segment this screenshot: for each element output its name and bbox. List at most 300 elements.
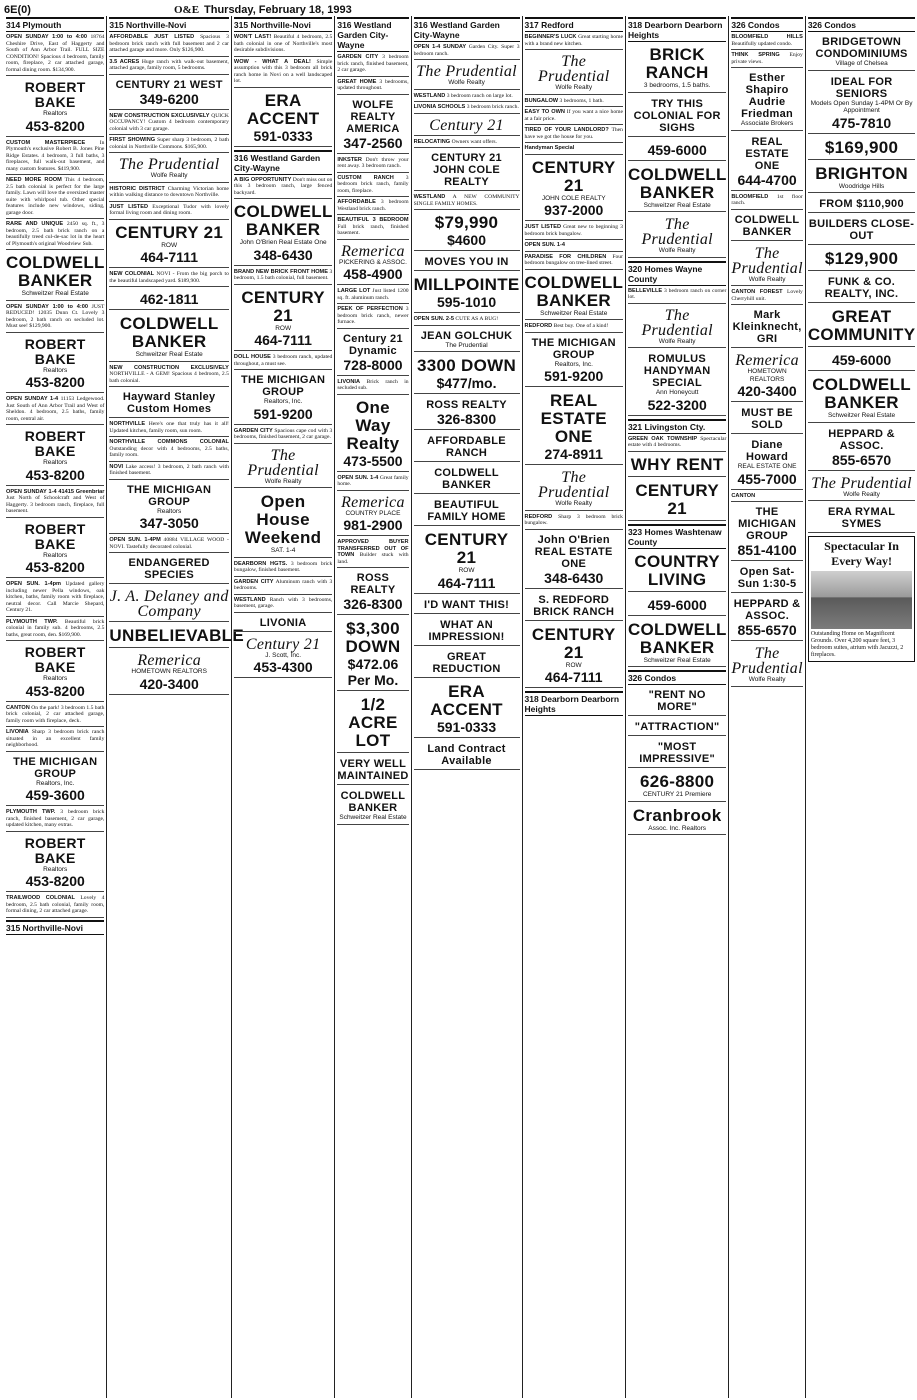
ad-body: Beautiful 4 bedroom, 2.5 bath colonial in one of Northville's most desirable subdivisions. [233,34,333,53]
ad-headline: 3.5 ACRES [109,58,140,65]
broker-subtitle: Wolfe Realty [448,79,485,86]
broker-block [731,134,802,191]
ad-body: Four bedroom bungalow on tree-lined street. [524,253,623,266]
classified-ad [525,127,623,143]
broker-block [628,96,726,137]
publication-name: O&E [174,4,200,16]
broker-logo: The Prudential [641,306,713,339]
classified-ad [628,288,726,304]
broker-logo: Hayward Stanley Custom Homes [122,391,216,415]
classified-ad [234,597,332,613]
ad-body: Charming Victorian home within walking distance to downtown Northville. [109,185,229,198]
broker-block [808,374,916,423]
broker-subtitle: Realtors [43,366,68,374]
classified-ad [525,98,623,108]
classified-ad [109,537,229,553]
ad-headline: PLYMOUTH TWP. [6,618,58,625]
broker-logo: The Prudential [811,474,912,492]
broker-phone: 462-1811 [139,291,199,307]
broker-block [731,351,802,402]
classified-column-c8 [729,16,805,1398]
broker-phone: 347-3050 [139,515,199,531]
broker-subtitle: Associate Brokers [740,120,794,127]
broker-block [414,649,520,678]
broker-block [234,615,332,632]
classified-column-c1 [4,16,107,1398]
ad-headline: Handyman Special [524,145,575,151]
ad-body: 1st floor ranch. [731,193,803,206]
ad-headline: DEARBORN HGTS. [233,560,288,567]
classified-ad [525,224,623,240]
broker-logo: THE MICHIGAN GROUP [738,506,797,542]
broker-logo: THE MICHIGAN GROUP [127,483,212,508]
broker-logo: The Prudential [731,244,803,277]
ad-body: 11153 Ledgewood. Just South of Ann Arbor Trail and West of Sheldon. 4 bedroom, 2.5 baths, family room, central air. [6,396,105,422]
broker-subtitle: ROW [275,324,292,332]
ad-body: On the park! 3 bedroom 1.5 bath brick colonial, 2 car attached garage, family room with fireplace, deck. [6,704,105,724]
ad-headline: LARGE LOT [337,288,371,294]
ad-headline: WON'T LAST! [233,34,272,40]
broker-subtitle: Realtors [43,110,68,117]
classified-ad [337,288,408,304]
classified-ad [109,365,229,388]
ad-headline: OPEN SUN. 1-4 [524,242,565,248]
broker-logo: CENTURY 21 [115,222,224,242]
section-heading: 318 Dearborn Dearborn Heights [525,691,623,716]
broker-phone: 459-6000 [647,141,707,158]
broker-logo: WHAT AN IMPRESSION! [428,618,505,643]
broker-block [6,643,104,702]
broker-block [731,644,802,687]
broker-subtitle: Ann Honeycutt [655,389,699,396]
broker-subtitle: ROW [161,241,178,249]
ad-body: 3 bedroom brick ranch, finished basement, 2 car garage. [337,54,409,73]
broker-block [808,137,916,160]
broker-block [525,390,623,465]
ad-body: A NEW COMMUNITY SINGLE FAMILY HOMES. [413,194,520,207]
broker-subtitle: Assoc. Inc. Realtors [648,824,707,832]
broker-phone: 591-0333 [436,718,497,735]
broker-subtitle: Wolfe Realty [150,172,188,179]
ad-body: Spectacular estate with 4 bedrooms. [627,435,727,448]
broker-logo: 1/2 ACRE LOT [348,695,398,750]
broker-subtitle: Realtors [43,865,68,873]
section-heading: 321 Livingston Cty. [628,419,726,434]
ad-headline: LIVONIA SCHOOLS [413,104,466,110]
broker-subtitle: Village of Chelsea [835,60,888,67]
ad-body: Best buy. One of a kind! [553,323,609,329]
ad-headline: BEAUTIFUL 3 BEDROOM [337,217,409,223]
ad-headline: REDFORD [524,323,553,329]
classified-ad [337,199,408,215]
ad-body: Great new to beginning 3 bedroom brick bungalow. [524,224,623,237]
broker-logo: CENTURY 21 WEST [115,78,223,91]
broker-logo: CENTURY 21 JOHN COLE REALTY [431,152,502,188]
broker-phone: 348-6430 [544,569,604,586]
broker-logo: Century 21 [429,116,504,134]
classified-ad [731,194,802,210]
broker-logo: $79,990 [434,213,499,232]
classified-ad [414,139,520,149]
section-heading: 326 Condos [731,17,802,32]
broker-logo: GREAT COMMUNITY [807,307,916,344]
classified-ad [234,428,332,444]
broker-block [808,34,916,71]
broker-block [109,289,229,310]
ad-body: Lake access! 3 bedroom, 2 bath ranch with finished basement. [109,463,229,476]
broker-phone: 453-8200 [25,117,85,134]
ad-body: Full brick ranch, finished basement. [337,223,409,236]
broker-block [525,52,623,95]
ad-headline: JUST LISTED [109,203,148,210]
broker-logo: ROBERT BAKE [24,335,86,367]
spectacular-ad [808,536,916,662]
broker-block [628,739,726,768]
broker-logo: REAL ESTATE ONE [745,135,789,172]
broker-logo: Cranbrook [632,805,722,825]
classified-ad [6,489,104,518]
broker-block [808,163,916,194]
broker-logo: Esther Shapiro Audrie Friedman [741,72,794,120]
broker-logo: FUNK & CO. REALTY, INC. [824,276,899,300]
broker-phone: 458-4900 [343,266,403,282]
ad-body: If you want a nice home at a fair price. [524,109,623,122]
classified-ad [337,175,408,198]
broker-block [109,155,229,183]
ad-headline: NEW CONSTRUCTION EXCLUSIVELY [109,364,229,371]
ad-headline: CUSTOM MASTERPIECE [6,139,86,146]
ad-body: Aluminum ranch with 3 bedrooms. [233,578,333,591]
broker-block [731,564,802,593]
classified-ad [234,354,332,370]
classified-ad [731,289,802,305]
ad-headline: GARDEN CITY [233,578,274,585]
broker-block [808,74,916,134]
ad-body: NOVI - From the big porch to the beautiful landscaped yard. $189,900. [109,271,229,284]
ad-body: JUST REDUCED! 12035 Dunn Ct. Lovely 3 bedroom, 2 bath ranch on secluded lot. Must see! $129,900. [6,303,105,329]
broker-subtitle: Wolfe Realty [264,477,302,485]
broker-block [628,771,726,802]
ad-headline: WESTLAND [233,596,266,603]
broker-block [414,116,520,136]
ad-body: Huge ranch with walk-out basement, attached garage, family room, 5 bedrooms. [109,58,229,71]
ad-headline: A BIG OPPORTUNITY [233,176,292,183]
broker-logo: ENDANGERED SPECIES [128,557,210,581]
broker-block [414,529,520,594]
broker-logo: BEAUTIFUL FAMILY HOME [427,499,506,523]
broker-block [628,595,726,616]
broker-phone: 981-2900 [343,517,403,533]
broker-logo: HEPPARD & ASSOC. [828,427,895,452]
broker-logo: WHY RENT [630,454,724,474]
classified-ad [337,217,408,240]
classified-ad [414,44,520,60]
classified-ad [525,254,623,270]
broker-block [628,164,726,213]
classified-ad [525,145,623,155]
ad-body: Lovely 4 bedroom, 2.5 bath colonial, family room, formal dining, 2 car attached garage. [6,895,105,914]
broker-logo: GREAT REDUCTION [432,650,501,675]
broker-logo: ROSS REALTY [350,572,396,596]
broker-logo: ROMULUS HANDYMAN SPECIAL [643,353,711,389]
ad-headline: BUNGALOW [524,97,559,104]
ad-body: NORTHVILLE - A GEM! Spacious 4 bedroom, 2.5 bath colonial. [109,371,229,384]
ad-body: Great starting home with a brand new kitchen. [524,34,623,47]
broker-phone: 459-3600 [25,787,85,803]
broker-subtitle: Schweitzer Real Estate [540,309,608,317]
broker-block [109,482,229,535]
broker-subtitle: SAT. 1-4 [270,547,296,554]
broker-logo: MUST BE SOLD [741,407,793,431]
broker-logo: COLDWELL BANKER [524,272,624,310]
classified-column-c4 [335,16,411,1398]
broker-subtitle: CENTURY 21 Premiere [642,791,712,798]
ad-body: Just listed 1200 sq. ft. aluminum ranch. [337,288,409,301]
page-number: 6E(0) [4,4,31,16]
broker-phone: 591-0333 [253,127,313,144]
classified-ad [6,221,104,250]
broker-block [234,90,332,147]
ad-headline: EASY TO OWN [524,109,565,115]
classified-column-c9 [806,16,917,1398]
broker-phone: 453-8200 [25,873,85,889]
ad-body: Garden City. Super 3 bedroom ranch. [413,44,520,57]
broker-phone: 464-7111 [254,332,312,348]
broker-block [731,212,802,241]
ad-body: 3 bedroom brick ranch, family room, fireplace. [337,174,409,194]
broker-block [337,242,408,286]
classified-ad [109,186,229,202]
ad-headline: PEEK OF PERFECTION [337,306,403,312]
broker-block [808,350,916,371]
broker-block [337,493,408,537]
ad-headline: OPEN SUN. 1-4 [337,474,379,481]
broker-block [731,70,802,131]
classified-ad [6,705,104,728]
broker-logo: J. A. Delaney and Company [109,588,229,620]
broker-logo: CENTURY 21 [635,480,719,518]
broker-block [808,306,916,347]
classified-ad [234,34,332,57]
broker-phone: 591-9200 [544,368,604,384]
broker-block [414,617,520,646]
broker-logo: UNBELIEVABLE [109,626,244,645]
broker-logo: 626-8800 [640,772,715,791]
ad-headline: CANTON [731,492,756,499]
section-heading: 314 Plymouth [6,17,104,32]
section-heading: 316 Westland Garden City-Wayne [414,17,520,42]
ad-headline: CANTON [6,704,30,711]
classified-ad [414,93,520,103]
classified-ad [731,34,802,50]
broker-logo: TRY THIS COLONIAL FOR SIGHS [633,97,721,134]
ad-body: Simple assumption with this 3 bedroom all brick ranch home in Novi on a well landscaped lot. [233,58,333,84]
broker-logo: I'D WANT THIS! [424,598,510,611]
section-heading: 318 Dearborn Dearborn Heights [628,17,726,42]
ad-body: This 4 bedroom, 2.5 bath colonial is perfect for the large family. Lawn will love the oversized master suite with whirlpool tub. Other special features include new windows, siding, garage door. [6,177,105,216]
broker-logo: $169,900 [824,137,899,157]
broker-logo: ROBERT BAKE [24,428,86,459]
broker-subtitle: Realtors [157,507,182,515]
broker-phone: 644-4700 [737,171,797,188]
broker-phone: 326-8300 [436,411,497,427]
classified-ad [525,109,623,125]
broker-phone: 420-3400 [737,383,797,399]
ad-headline: NEED MORE ROOM [6,177,62,183]
broker-logo: Remerica [341,242,405,260]
broker-block [109,77,229,110]
section-heading: 326 Condos [628,670,726,685]
broker-block [414,397,520,430]
ad-headline: WESTLAND [413,92,446,99]
broker-block [808,274,916,303]
classified-ad [6,396,104,425]
ad-body: Don't throw your rent away. 3 bedroom ranch. [337,156,409,169]
broker-block [109,587,229,622]
broker-block [414,433,520,462]
issue-date: Thursday, February 18, 1993 [204,4,352,16]
broker-subtitle: ROW [458,567,475,574]
broker-logo: JEAN GOLCHUK [420,329,513,342]
classified-ad [6,140,104,176]
ad-body: Sharp 3 bedroom brick bungalow. [524,513,623,526]
broker-block [731,437,802,490]
spectacular-title: Spectacular In Every Way! [824,539,899,568]
broker-block [414,212,520,251]
classified-columns [4,16,916,1398]
broker-logo: THE MICHIGAN GROUP [531,336,616,361]
classified-ad [234,579,332,595]
classified-ad [6,809,104,832]
ad-headline: OPEN SUNDAY 1-4 41415 Greenbriar [6,488,105,495]
broker-logo: The Prudential [538,53,610,85]
broker-phone: $4600 [447,232,487,248]
broker-block [6,252,104,301]
broker-block [414,465,520,494]
broker-logo: "RENT NO MORE" [648,689,706,713]
broker-logo: COLDWELL BANKER [812,375,911,412]
broker-logo: BRIGHTON [815,163,908,183]
classified-ad [6,729,104,752]
broker-logo: CENTURY 21 [531,624,616,662]
broker-block [731,307,802,348]
section-heading: 317 Redford [525,17,623,32]
broker-logo: WOLFE REALTY AMERICA [346,98,400,135]
broker-phone: 595-1010 [436,294,497,310]
section-heading: 320 Homes Wayne County [628,261,726,286]
page-masthead [4,4,880,16]
broker-logo: $3,300 DOWN [345,619,401,656]
broker-block [234,446,332,489]
broker-phone: 453-8200 [25,682,85,699]
broker-logo: ROBERT BAKE [24,79,86,110]
ad-body: Great family home. [337,474,409,487]
broker-block [808,248,916,271]
broker-phone: 455-7000 [737,470,797,487]
broker-block [628,687,726,716]
classified-ad [6,619,104,642]
ad-body: In Plymouth's exclusive Robert B. Jones Pine Ridge Estates. 4 bedroom, 3 full baths, 3 fireplaces, full walk-out basement, and many custom features. $419,900. [6,139,105,172]
broker-logo: "MOST IMPRESSIVE" [639,741,716,765]
broker-phone: 591-9200 [253,405,313,422]
section-heading: 315 Northville-Novi [234,17,332,32]
classified-ad [731,493,802,503]
ad-headline: FIRST SHOWING [109,137,156,143]
broker-phone: $477/mo. [436,375,497,391]
ad-body: Spacious cape cod with 3 bedrooms, finished basement, 2 car garage. [233,427,333,440]
ad-body: 2450 sq. ft., 3 bedroom, 2.5 bath brick ranch on a beautifully treed cul-de-sac lot in the heart of Plymouth's original Woodview Sub. [6,221,105,247]
broker-subtitle: Wolfe Realty [748,676,786,683]
broker-logo: REAL ESTATE ONE [540,391,607,446]
broker-logo: LIVONIA [259,616,307,629]
broker-logo: ROBERT BAKE [24,834,86,866]
broker-logo: John O'Brien REAL ESTATE ONE [534,533,613,570]
broker-logo: CENTURY 21 [241,287,325,325]
ad-headline: GARDEN CITY [337,54,379,60]
broker-block [628,44,726,93]
broker-block [414,274,520,313]
ad-body: Just North of Schoolcraft and West of Haggerty. 3 bedroom ranch, fireplace, full basement. [6,495,105,514]
broker-block [337,694,408,753]
broker-block [628,306,726,349]
ad-headline: NOVI [109,463,124,470]
broker-block [808,504,916,533]
classified-ad [337,157,408,173]
broker-logo: ERA ACCENT [430,681,503,719]
broker-logo: VERY WELL MAINTAINED [337,758,409,782]
broker-block [337,97,408,154]
ad-headline: NEW CONSTRUCTION EXCLUSIVELY [109,112,210,119]
ad-body: Beautiful brick colonial in family sub. 4 bedrooms, 2.5 baths, great room, den. $169,900. [6,618,105,638]
broker-subtitle: Wolfe Realty [658,247,696,254]
ad-headline: OPEN SUN. 1-4pm [6,581,61,587]
broker-phone: 855-6570 [831,451,892,468]
ad-body: 3 bedroom ranch on large lot. [446,92,513,99]
broker-block [6,754,104,807]
broker-subtitle: Schweitzer Real Estate [643,656,711,664]
broker-logo: Open Sat-Sun 1:30-5 [737,566,797,590]
ad-headline: APPROVED BUYER TRANSFERRED OUT OF TOWN [337,539,409,558]
broker-block [525,272,623,321]
classified-ad [109,34,229,57]
ad-body: Beautifully updated condo. [731,40,793,47]
broker-block [628,480,726,521]
section-heading: 326 Condos [808,17,916,32]
broker-block [109,222,229,269]
ad-body: QUICK OCCUPANCY! Custom 4 bedroom contemporary colonial with 3 car garage. [109,112,229,132]
ad-headline: TRAILWOOD COLONIAL [6,895,75,901]
ad-body: Exceptional Tudor with lovely formal living room and dining room. [109,203,229,216]
ad-headline: BLOOMFIELD HILLS [731,34,803,40]
ad-body: Sharp 3 bedroom brick ranch situated in an excellent family neighborhood. [6,729,105,748]
ad-headline: OPEN SUNDAY 1-4 [6,396,59,402]
classified-ad [109,113,229,136]
ad-headline: TIRED OF YOUR LANDLORD? [524,127,609,133]
broker-logo: THE MICHIGAN GROUP [241,374,326,398]
broker-logo: BUILDERS CLOSE-OUT [808,218,915,242]
ad-body: 40884 VILLAGE WOOD - NOVI. Tastefully decorated colonial. [109,537,229,550]
classified-column-c2 [107,16,244,1398]
ad-headline: THINK SPRING [731,52,780,58]
broker-block [628,140,726,161]
broker-block [414,328,520,353]
broker-subtitle: REAL ESTATE ONE [737,463,797,470]
ad-body: Builder stuck with land. [337,552,409,565]
broker-phone: 349-6200 [139,90,199,107]
ad-headline: RARE AND UNIQUE [6,221,64,227]
broker-subtitle: Wolfe Realty [555,84,593,91]
ad-body: 3 bedrooms, 1 bath. [559,97,604,104]
